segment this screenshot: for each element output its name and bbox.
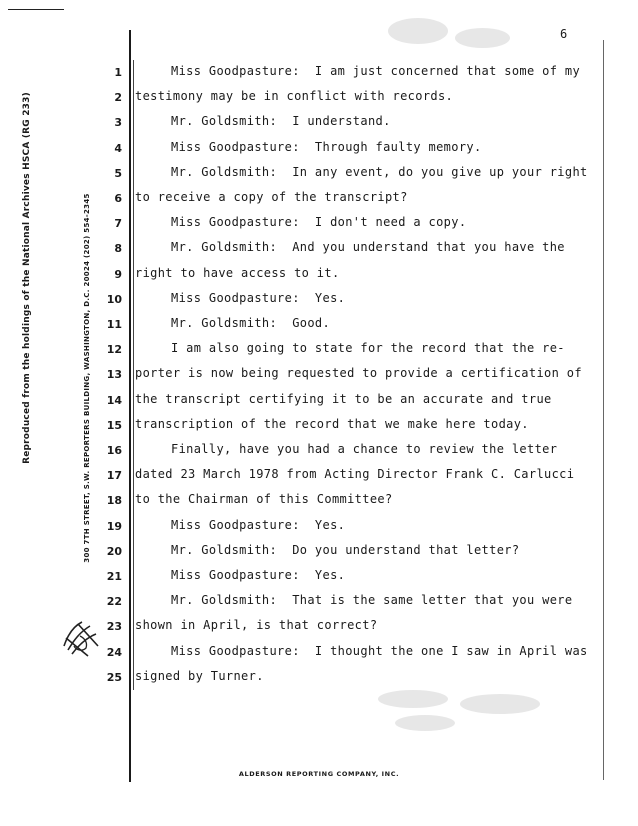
transcript-line: [0, 539, 600, 564]
line-number: 19: [106, 519, 122, 533]
line-text: dated 23 March 1978 from Acting Director Frank C. Carlucci: [135, 467, 575, 482]
photocopy-smudge: [378, 690, 448, 708]
footer-company: ALDERSON REPORTING COMPANY, INC.: [238, 770, 400, 778]
line-text: shown in April, is that correct?: [135, 618, 378, 633]
line-number: 9: [114, 267, 122, 281]
line-text: testimony may be in conflict with records.: [135, 89, 454, 104]
transcript-line: [0, 312, 600, 337]
line-number: 14: [106, 393, 122, 407]
right-margin-rule: [603, 40, 604, 780]
transcript-line: [0, 438, 600, 463]
transcript-line: [0, 640, 600, 665]
line-number: 15: [106, 418, 122, 432]
line-text: Mr. Goldsmith: Good.: [171, 316, 331, 330]
transcript-line: [0, 136, 600, 161]
line-number: 4: [114, 141, 122, 155]
line-number: 1: [114, 66, 122, 79]
line-number: 7: [114, 217, 122, 231]
line-number: 24: [106, 645, 122, 659]
line-text: to the Chairman of this Committee?: [135, 492, 393, 507]
line-text: Miss Goodpasture: I am just concerned that some of my: [171, 64, 581, 78]
transcript-line: [0, 262, 600, 287]
transcript-line: [0, 564, 600, 589]
archive-note: Reproduced from the holdings of the National Archives HSCA (RG 233): [22, 92, 32, 464]
transcript-line: [0, 665, 600, 690]
transcript-line: [0, 85, 600, 110]
line-text: I am also going to state for the record that the re-: [171, 341, 565, 356]
line-text: Finally, have you had a chance to review the letter: [171, 442, 558, 456]
line-number: 8: [114, 242, 122, 256]
line-text: Miss Goodpasture: Yes.: [171, 517, 346, 532]
transcript-line: [0, 388, 600, 413]
transcript-line: [0, 337, 600, 362]
line-number: 11: [106, 318, 122, 331]
line-number: 23: [106, 620, 122, 634]
line-number: 18: [106, 494, 122, 508]
transcript-line: [0, 488, 600, 513]
photocopy-smudge: [388, 18, 448, 44]
transcript-line: [0, 413, 600, 438]
photocopy-smudge: [455, 28, 510, 48]
line-text: Miss Goodpasture: Yes.: [171, 568, 346, 582]
transcript-line: [0, 463, 600, 488]
line-text: Miss Goodpasture: Through faulty memory.: [171, 139, 482, 154]
photocopy-smudge: [460, 694, 540, 714]
transcript-line: [0, 514, 600, 539]
transcript-line: [0, 614, 600, 639]
line-text: Mr. Goldsmith: That is the same letter that you were: [171, 593, 573, 608]
line-number: 6: [114, 192, 122, 205]
line-text: signed by Turner.: [135, 668, 264, 683]
line-number: 3: [114, 116, 122, 130]
page-number: 6: [560, 27, 568, 41]
photocopy-smudge: [395, 715, 455, 731]
transcript-line: [0, 110, 600, 135]
line-number: 17: [106, 469, 122, 483]
line-text: the transcript certifying it to be an accurate and true: [135, 391, 552, 406]
transcript-line: [0, 362, 600, 387]
line-text: Miss Goodpasture: Yes.: [171, 290, 346, 305]
transcript-line: [0, 287, 600, 312]
transcript-line: [0, 211, 600, 236]
line-text: Mr. Goldsmith: Do you understand that letter?: [171, 542, 520, 557]
line-text: Miss Goodpasture: I thought the one I saw in April was: [171, 643, 588, 658]
line-number: 5: [114, 166, 122, 180]
line-text: to receive a copy of the transcript?: [135, 190, 408, 204]
reporter-address: 300 7TH STREET, S.W. REPORTERS BUILDING, WASHINGTON, D.C. 20024 (202) 554-2345: [83, 193, 91, 563]
line-number: 13: [106, 368, 122, 382]
line-number: 21: [106, 570, 122, 583]
line-number: 16: [106, 444, 122, 457]
line-number: 22: [106, 595, 122, 609]
transcript-line: [0, 161, 600, 186]
line-number: 10: [106, 292, 122, 306]
line-text: Mr. Goldsmith: I understand.: [171, 114, 391, 129]
transcript-line: [0, 60, 600, 85]
line-number: 25: [106, 670, 122, 684]
line-text: porter is now being requested to provide a certification of: [135, 366, 582, 381]
line-text: Mr. Goldsmith: In any event, do you give up your right: [171, 164, 588, 179]
transcript-line: [0, 236, 600, 261]
line-number: 2: [114, 91, 122, 105]
line-text: Mr. Goldsmith: And you understand that you have the: [171, 240, 565, 255]
line-text: Miss Goodpasture: I don't need a copy.: [171, 215, 467, 230]
line-number: 12: [106, 343, 122, 357]
line-number: 20: [106, 544, 122, 558]
top-rule: [8, 9, 64, 10]
transcript-line: [0, 186, 600, 211]
transcript-line: [0, 589, 600, 614]
line-text: transcription of the record that we make here today.: [135, 416, 529, 431]
line-text: right to have access to it.: [135, 265, 340, 280]
